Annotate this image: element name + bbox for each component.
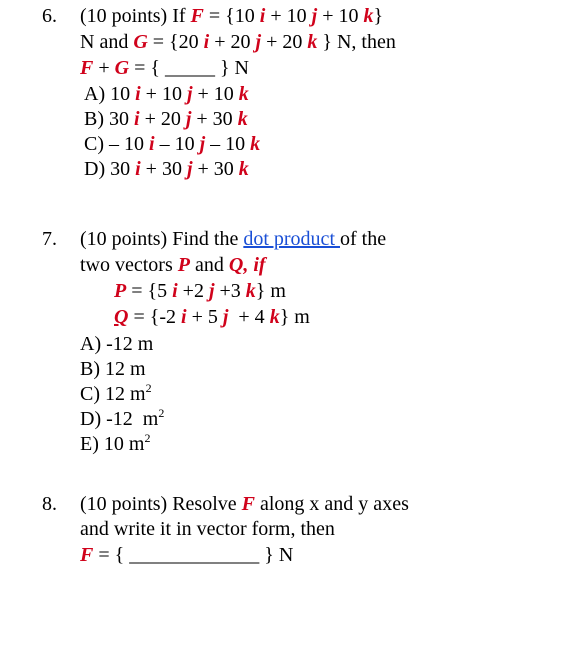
question-8-line-2: and write it in vector form, then <box>80 518 335 540</box>
question-6-number: 6. <box>42 5 57 27</box>
question-8-line-1: (10 points) Resolve F along x and y axes <box>80 493 409 515</box>
question-6-line-1: (10 points) If F = {10 i + 10 j + 10 k} <box>80 5 384 27</box>
vector-q: Q = {-2 i + 5 j + 4 k} m <box>114 306 310 328</box>
dot-product-link[interactable]: dot product <box>243 228 340 250</box>
question-6-option-c: C) – 10 i – 10 j – 10 k <box>84 133 261 155</box>
question-6-line-2: N and G = {20 i + 20 j + 20 k } N, then <box>80 31 396 53</box>
question-6-option-b: B) 30 i + 20 j + 30 k <box>84 108 248 130</box>
question-7-line-2: two vectors P and Q, if <box>80 254 266 276</box>
question-6-option-d: D) 30 i + 30 j + 30 k <box>84 158 249 180</box>
question-7-option-d: D) -12 $m^2$ <box>80 406 165 430</box>
question-7-number: 7. <box>42 228 57 250</box>
question-6-option-a: A) 10 i + 10 j + 10 k <box>84 83 249 105</box>
question-7-line-1: (10 points) Find the dot product of the <box>80 228 387 250</box>
question-7-option-e: E) 10 $m^2$ <box>80 431 151 455</box>
vector-p: P = {5 i +2 j +3 k} m <box>114 280 286 302</box>
question-7-option-a: A) -12 m <box>80 333 154 355</box>
question-8-number: 8. <box>42 493 57 515</box>
question-8-line-3: F = { _____________ } N <box>80 544 294 566</box>
question-7-option-c: C) 12 $m^2$ <box>80 381 152 405</box>
question-7-option-b: B) 12 m <box>80 358 146 380</box>
question-6-line-3: F + G = { _____ } N <box>80 57 249 79</box>
